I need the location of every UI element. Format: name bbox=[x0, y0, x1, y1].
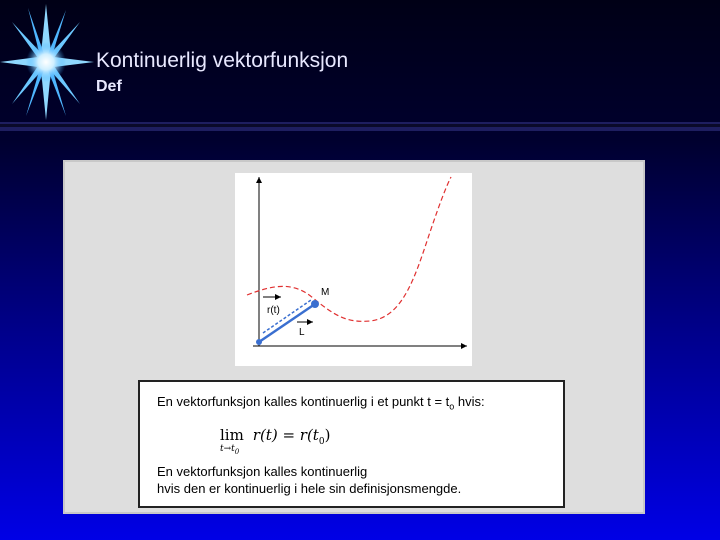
label-r: r(t) bbox=[267, 305, 280, 316]
point-m bbox=[311, 300, 319, 308]
limit-formula: lim $t\to t_0$ $r(t) = r(t_0)$ bbox=[220, 426, 331, 456]
definition-line-2: En vektorfunksjon kalles kontinuerlig hvis den er kontinuerlig i hele sin definisjonsmengde. bbox=[157, 464, 462, 496]
page-subtitle: Def bbox=[96, 78, 122, 95]
definition-box bbox=[138, 380, 565, 508]
page-title: Kontinuerlig vektorfunksjon bbox=[96, 49, 349, 72]
curve-line bbox=[247, 177, 451, 321]
label-m: M bbox=[321, 287, 330, 298]
graph-figure bbox=[235, 173, 472, 366]
definition-line-1: En vektorfunksjon kalles kontinuerlig i et punkt $t = t_o$ hvis: bbox=[157, 394, 485, 412]
label-l: L bbox=[299, 327, 305, 338]
point-origin bbox=[256, 339, 262, 345]
